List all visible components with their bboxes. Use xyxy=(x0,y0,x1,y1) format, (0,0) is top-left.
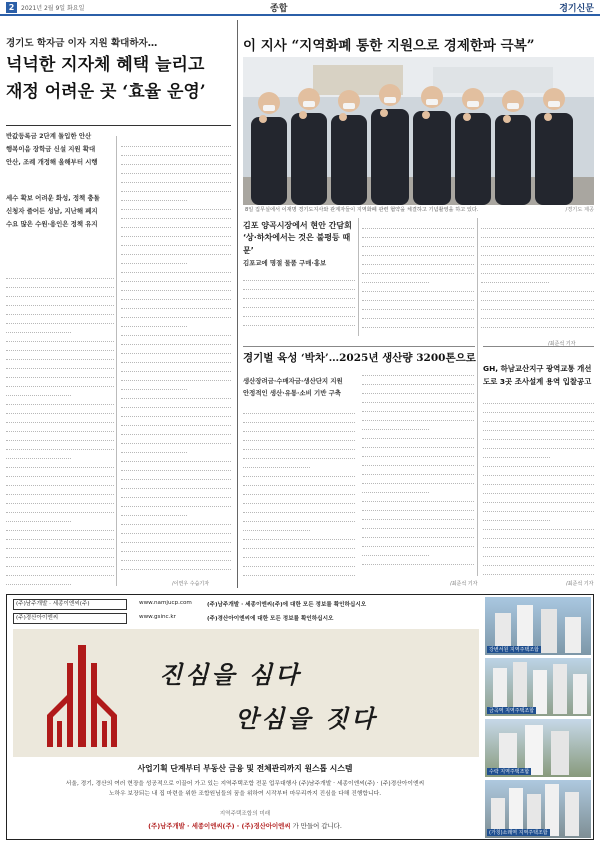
text-line-texture xyxy=(121,453,231,462)
text-line-texture xyxy=(6,342,114,351)
section-divider xyxy=(237,20,238,588)
text-line-texture xyxy=(6,558,114,567)
text-line-texture xyxy=(481,310,594,319)
text-line-texture xyxy=(481,283,594,292)
ad-slogan-line-2: 안심을 짓다 xyxy=(235,704,378,733)
text-line-texture xyxy=(362,274,429,283)
text-line-texture xyxy=(121,165,231,174)
text-line-texture xyxy=(121,444,187,453)
headline-line: 재정 어려운 곳 ‘효율 운영’ xyxy=(6,82,206,103)
text-line-texture xyxy=(6,441,114,450)
body-text-placeholder xyxy=(243,272,355,326)
text-line-texture xyxy=(362,385,474,394)
text-line-texture xyxy=(483,548,594,557)
text-line-texture xyxy=(6,495,114,504)
text-line-texture xyxy=(243,272,355,281)
text-line-texture xyxy=(243,414,355,423)
kicker-line: ‘상·하차에서는 것은 불평등 때문’ xyxy=(243,233,351,255)
text-line-texture xyxy=(121,498,231,507)
kicker-line: 김포 양곡시장에서 현안 간담회 xyxy=(243,221,352,230)
text-line-texture xyxy=(121,363,231,372)
feature-kicker xyxy=(243,220,355,257)
ad-footer-companies: (주)남주개발 · 세종이엔씨(주) · (주)경산아이엔씨 xyxy=(148,822,291,830)
text-line-texture xyxy=(481,256,594,265)
feature-body-col2 xyxy=(362,220,474,332)
text-line-texture xyxy=(481,238,594,247)
text-line-texture xyxy=(243,317,355,326)
text-line-texture xyxy=(121,237,231,246)
text-line-texture xyxy=(121,552,231,561)
text-line-texture xyxy=(6,369,114,378)
text-line-texture xyxy=(243,477,355,486)
text-line-texture xyxy=(483,530,594,539)
feature-byline: /최준석 기자 xyxy=(548,341,576,347)
headline-line: 넉넉한 지자체 혜택 늘리고 xyxy=(6,55,205,75)
ad-footer-line xyxy=(7,821,483,830)
text-line-texture xyxy=(121,534,231,543)
text-line-texture xyxy=(121,255,187,264)
project-label: 금곡역 지역주택조합 xyxy=(489,708,535,714)
text-line-texture xyxy=(362,301,474,310)
ad-company-box: (주)경산아이엔씨 xyxy=(13,613,127,624)
group-photo-image xyxy=(243,57,594,205)
text-line-texture xyxy=(243,423,355,432)
headline-line: 도로 3곳 조사설계 용역 입찰공고 xyxy=(483,376,592,386)
text-line-texture xyxy=(483,566,594,575)
photo-credit: /경기도 제공 xyxy=(565,207,594,213)
ad-title: 사업기획 단계부터 부동산 금융 및 전체관리까지 원스톱 시스템 xyxy=(137,764,353,773)
text-line-texture xyxy=(243,549,355,558)
text-line-texture xyxy=(6,360,114,369)
text-line-texture xyxy=(243,432,355,441)
text-line-texture xyxy=(243,540,355,549)
text-line-texture xyxy=(362,310,474,319)
text-line-texture xyxy=(362,319,474,328)
text-line-texture xyxy=(483,413,594,422)
caption-text: 8일 집무실에서 이재명 경기도지사와 관계자들이 지역화폐 관련 협약을 체결하고 기념촬영을 하고 있다. xyxy=(245,207,479,213)
project-thumbnail[interactable] xyxy=(485,719,591,777)
subhead-line: 안산, 조례 개정해 올해부터 시행 xyxy=(6,157,98,166)
project-label: 수락 지역주택조합 xyxy=(489,769,530,775)
text-line-texture xyxy=(362,448,474,457)
body-text-placeholder xyxy=(362,220,474,328)
text-line-texture xyxy=(362,556,474,565)
ad-slogan-line-1: 진심을 심다 xyxy=(159,660,302,689)
text-line-texture xyxy=(121,192,187,201)
project-thumbnail[interactable] xyxy=(485,780,591,838)
text-line-texture xyxy=(362,457,474,466)
left-article-kicker: 경기도 학자금 이자 지원 확대하자… xyxy=(6,38,158,49)
headline-divider xyxy=(6,125,231,126)
text-line-texture xyxy=(362,466,474,475)
project-thumbnail[interactable] xyxy=(485,597,591,655)
text-line-texture xyxy=(121,147,231,156)
body-text-placeholder xyxy=(483,395,594,575)
text-line-texture xyxy=(121,480,231,489)
text-line-texture xyxy=(483,431,594,440)
side-article-body xyxy=(483,395,594,575)
text-line-texture xyxy=(243,486,355,495)
text-line-texture xyxy=(243,450,355,459)
column-divider xyxy=(477,218,478,576)
text-line-texture xyxy=(121,345,231,354)
text-line-texture xyxy=(121,156,231,165)
text-line-texture xyxy=(362,529,474,538)
subhead-line: 생산장려금·수매자금·생산단지 지원 xyxy=(243,377,343,385)
ad-company-box: (주)남주개발 · 세종이엔씨(주) xyxy=(13,599,127,610)
text-line-texture xyxy=(121,264,231,273)
text-line-texture xyxy=(121,543,231,552)
ad-description: 노하우 보장되는 내 집 마련을 위한 조합원님들의 꿈을 위하여 시작부터 마무리까지 진심을 다해 진행합니다. xyxy=(108,791,382,797)
text-line-texture xyxy=(243,513,355,522)
text-line-texture xyxy=(362,265,474,274)
text-line-texture xyxy=(243,281,355,290)
headline-line: GH, 하남교산지구 광역교통 개선 xyxy=(483,364,592,373)
left-article-subhead xyxy=(6,130,114,168)
text-line-texture xyxy=(6,486,114,495)
text-line-texture xyxy=(362,412,474,421)
text-line-texture xyxy=(6,387,71,396)
text-line-texture xyxy=(6,549,114,558)
subhead-line: 안정적인 생산·유통·소비 기반 구축 xyxy=(243,388,341,397)
text-line-texture xyxy=(6,306,114,315)
text-line-texture xyxy=(6,477,114,486)
photo-caption xyxy=(245,207,594,214)
ad-description: 서울, 경기, 경산의 여러 현장을 성공적으로 이끌어 가고 있는 지역주택조합 전문 업무대행사 (주)남주개발 · 세종이엔씨(주) · (주)경산아이엔씨 xyxy=(65,781,425,787)
text-line-texture xyxy=(121,471,231,480)
text-line-texture xyxy=(121,309,231,318)
text-line-texture xyxy=(6,333,114,342)
subhead-line: 반값등록금 2단계 돌입한 안산 xyxy=(6,132,92,140)
text-line-texture xyxy=(483,539,594,548)
text-line-texture xyxy=(481,265,594,274)
text-line-texture xyxy=(121,282,231,291)
text-line-texture xyxy=(483,440,594,449)
text-line-texture xyxy=(362,439,474,448)
publication-name: 경기신문 xyxy=(559,4,594,14)
text-line-texture xyxy=(483,422,594,431)
text-line-texture xyxy=(121,354,231,363)
text-line-texture xyxy=(483,557,594,566)
text-line-texture xyxy=(121,561,231,570)
text-line-texture xyxy=(121,399,231,408)
column-divider xyxy=(358,218,359,336)
text-line-texture xyxy=(362,538,474,547)
article-divider xyxy=(483,346,594,347)
text-line-texture xyxy=(362,547,429,556)
left-article-headline xyxy=(6,52,236,106)
text-line-texture xyxy=(483,485,594,494)
text-line-texture xyxy=(243,459,310,468)
text-line-texture xyxy=(483,395,594,404)
project-label: 강변서원 지역주택조합 xyxy=(489,647,539,653)
text-line-texture xyxy=(6,459,114,468)
text-line-texture xyxy=(481,274,549,283)
text-line-texture xyxy=(362,520,474,529)
text-line-texture xyxy=(243,299,355,308)
ad-info-line: (주)남주개발 · 세종이엔씨(주)에 대한 모든 정보를 확인하십시오 xyxy=(207,602,367,608)
text-line-texture xyxy=(121,426,231,435)
text-line-texture xyxy=(362,430,474,439)
text-line-texture xyxy=(121,183,231,192)
text-line-texture xyxy=(6,513,71,522)
text-line-texture xyxy=(243,567,355,576)
body-text-placeholder xyxy=(243,405,355,576)
text-line-texture xyxy=(6,576,71,585)
text-line-texture xyxy=(481,319,594,328)
text-line-texture xyxy=(6,423,114,432)
middle-article-byline: /최준석 기자 xyxy=(450,581,478,587)
middle-article-body-col1 xyxy=(243,405,355,577)
text-line-texture xyxy=(483,467,594,476)
text-line-texture xyxy=(6,522,114,531)
left-article-byline: /이연우 수습기자 xyxy=(172,581,210,587)
text-line-texture xyxy=(6,279,114,288)
ad-url[interactable]: www.gsinc.kr xyxy=(139,614,176,620)
text-line-texture xyxy=(121,390,231,399)
text-line-texture xyxy=(121,417,231,426)
text-line-texture xyxy=(6,324,71,333)
text-line-texture xyxy=(362,238,474,247)
text-line-texture xyxy=(121,228,231,237)
text-line-texture xyxy=(121,210,231,219)
text-line-texture xyxy=(243,468,355,477)
text-line-texture xyxy=(362,475,474,484)
body-text-placeholder xyxy=(6,270,114,585)
text-line-texture xyxy=(6,315,114,324)
ad-footer-tagline: 지역주택조합의 미래 xyxy=(219,811,271,817)
text-line-texture xyxy=(362,502,474,511)
company-logo-icon xyxy=(47,645,117,747)
text-line-texture xyxy=(6,540,114,549)
text-line-texture xyxy=(6,378,114,387)
text-line-texture xyxy=(121,219,231,228)
text-line-texture xyxy=(362,247,474,256)
project-thumbnails xyxy=(483,595,594,840)
text-line-texture xyxy=(121,372,231,381)
text-line-texture xyxy=(243,441,355,450)
text-line-texture xyxy=(121,516,231,525)
left-article-body-col2 xyxy=(121,138,231,578)
text-line-texture xyxy=(6,396,114,405)
text-line-texture xyxy=(362,421,429,430)
page-header xyxy=(0,0,600,16)
text-line-texture xyxy=(6,468,114,477)
text-line-texture xyxy=(6,414,114,423)
text-line-texture xyxy=(481,220,594,229)
text-line-texture xyxy=(481,229,594,238)
text-line-texture xyxy=(362,394,474,403)
text-line-texture xyxy=(6,297,114,306)
feature-kicker-2: 김포교에 명절 물품 구매·홍보 xyxy=(243,259,327,267)
text-line-texture xyxy=(243,504,355,513)
text-line-texture xyxy=(362,256,474,265)
text-line-texture xyxy=(362,292,474,301)
text-line-texture xyxy=(481,247,594,256)
advertisement xyxy=(6,594,594,840)
text-line-texture xyxy=(121,246,231,255)
text-line-texture xyxy=(362,367,474,376)
text-line-texture xyxy=(483,458,594,467)
text-line-texture xyxy=(121,174,231,183)
text-line-texture xyxy=(121,138,231,147)
text-line-texture xyxy=(362,229,474,238)
text-line-texture xyxy=(362,283,474,292)
text-line-texture xyxy=(121,336,231,345)
text-line-texture xyxy=(121,507,187,516)
text-line-texture xyxy=(121,291,231,300)
project-label: (가칭)소래역 지역주택조합 xyxy=(489,830,548,836)
text-line-texture xyxy=(362,511,474,520)
text-line-texture xyxy=(483,521,594,530)
text-line-texture xyxy=(121,318,187,327)
text-line-texture xyxy=(362,403,474,412)
column-divider xyxy=(116,136,117,586)
text-line-texture xyxy=(6,405,114,414)
ad-contact-bar xyxy=(7,595,483,629)
text-line-texture xyxy=(121,327,231,336)
subhead-line: 신청자 줄어든 성남, 지난해 폐지 xyxy=(6,206,98,215)
body-text-placeholder xyxy=(362,367,474,565)
text-line-texture xyxy=(483,494,594,503)
text-line-texture xyxy=(483,404,594,413)
page-number: 2 xyxy=(6,2,17,13)
text-line-texture xyxy=(243,522,310,531)
feature-photo xyxy=(243,57,594,205)
text-line-texture xyxy=(362,220,474,229)
text-line-texture xyxy=(483,449,550,458)
text-line-texture xyxy=(243,290,355,299)
body-text-placeholder xyxy=(481,220,594,328)
text-line-texture xyxy=(121,525,231,534)
article-divider xyxy=(243,346,475,347)
feature-headline: 이 지사 “지역화폐 통한 지원으로 경제한파 극복” xyxy=(243,38,535,54)
text-line-texture xyxy=(6,288,114,297)
issue-date: 2021년 2월 9일 화요일 xyxy=(21,5,85,12)
text-line-texture xyxy=(6,504,114,513)
text-line-texture xyxy=(362,493,474,502)
middle-article-body-col2 xyxy=(362,367,474,572)
subhead-line: 행복이음 장학금 신설 지원 확대 xyxy=(6,144,96,153)
ad-footer-text: 가 만들어 갑니다. xyxy=(292,822,342,830)
text-line-texture xyxy=(362,376,474,385)
text-line-texture xyxy=(243,531,355,540)
text-line-texture xyxy=(121,462,231,471)
left-article-body-col1 xyxy=(6,270,114,588)
text-line-texture xyxy=(6,567,114,576)
ad-url[interactable]: www.namjucp.com xyxy=(139,600,192,606)
text-line-texture xyxy=(483,503,594,512)
text-line-texture xyxy=(243,308,355,317)
text-line-texture xyxy=(121,489,231,498)
middle-article-headline: 경기벌 육성 ‘박차’…2025년 생산량 3200톤으로 xyxy=(243,352,476,364)
body-text-placeholder xyxy=(121,138,231,570)
middle-article-subhead xyxy=(243,376,355,399)
text-line-texture xyxy=(481,301,594,310)
text-line-texture xyxy=(121,273,231,282)
feature-body-col3 xyxy=(481,220,594,332)
side-article-headline xyxy=(483,363,594,388)
text-line-texture xyxy=(121,300,231,309)
subhead-line: 세수 확보 어려운 화성, 정책 충돌 xyxy=(6,194,100,202)
text-line-texture xyxy=(243,495,355,504)
text-line-texture xyxy=(121,435,231,444)
text-line-texture xyxy=(121,201,231,210)
text-line-texture xyxy=(243,558,355,567)
text-line-texture xyxy=(483,476,594,485)
text-line-texture xyxy=(6,270,114,279)
text-line-texture xyxy=(6,351,114,360)
project-thumbnail[interactable] xyxy=(485,658,591,716)
text-line-texture xyxy=(243,405,355,414)
text-line-texture xyxy=(6,450,71,459)
left-article-subhead-2 xyxy=(6,192,114,230)
text-line-texture xyxy=(121,408,231,417)
text-line-texture xyxy=(6,432,114,441)
section-label: 종합 xyxy=(270,4,288,14)
ad-info-line: (주)경산아이엔씨에 대한 모든 정보를 확인하십시오 xyxy=(207,616,334,622)
side-article-byline: /최준석 기자 xyxy=(566,581,594,587)
text-line-texture xyxy=(362,484,429,493)
text-line-texture xyxy=(481,292,594,301)
feature-body-col1 xyxy=(243,272,355,332)
text-line-texture xyxy=(483,512,550,521)
subhead-line: 수요 많은 수원·용인은 정책 유지 xyxy=(6,219,98,228)
text-line-texture xyxy=(6,531,114,540)
text-line-texture xyxy=(121,381,187,390)
